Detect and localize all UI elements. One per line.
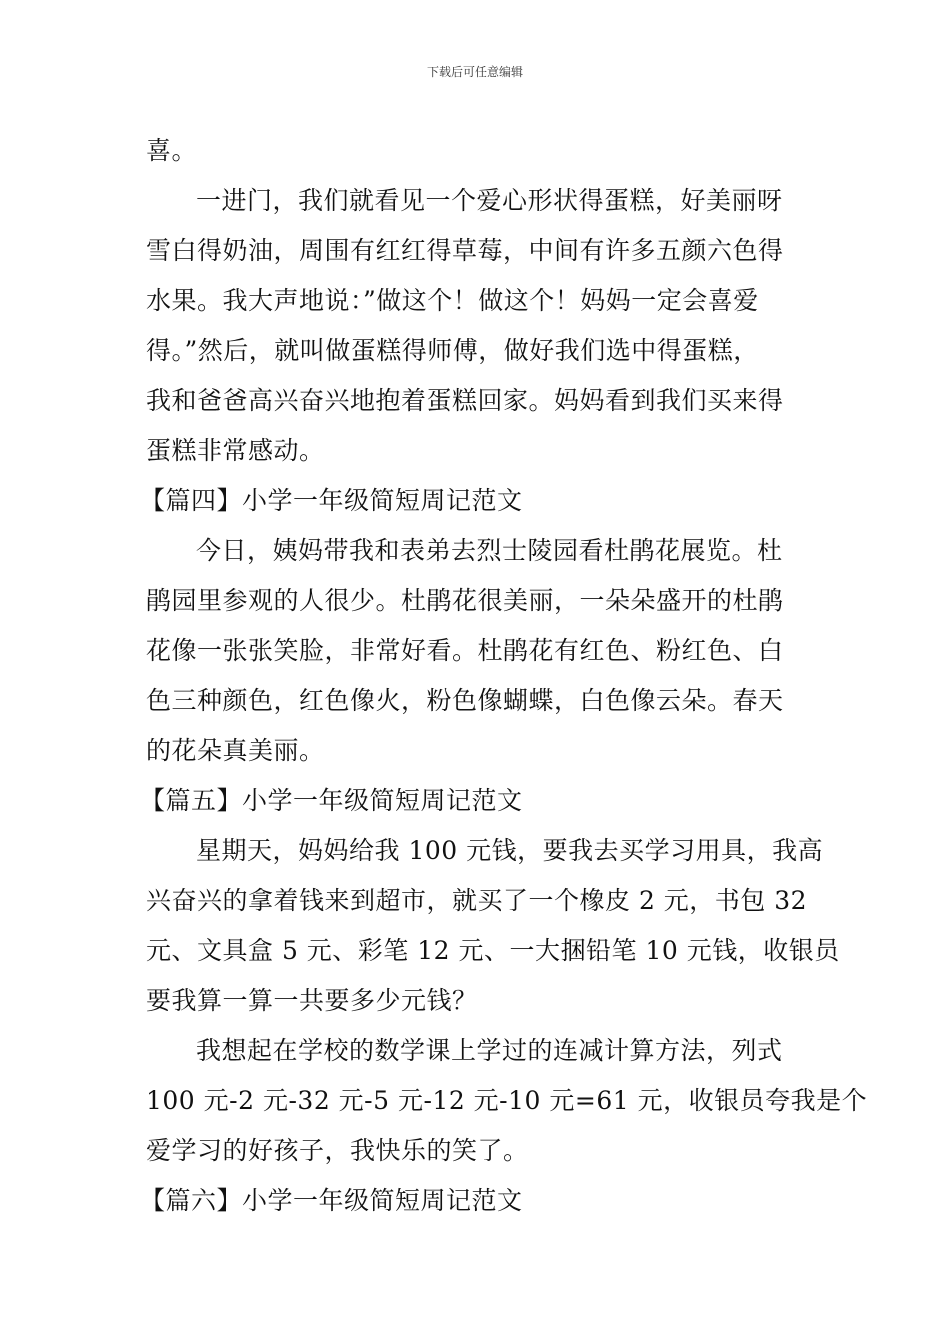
paragraph-line: 元、文具盒 5 元、彩笔 12 元、一大捆铅笔 10 元钱，收银员 [146,936,840,965]
document-body [140,126,868,1226]
paragraph-line: 鹃园里参观的人很少。杜鹃花很美丽，一朵朵盛开的杜鹃 [146,586,784,615]
paragraph-line: 花像一张张笑脸，非常好看。杜鹃花有红色、粉红色、白 [146,636,784,665]
paragraph-line: 得。”然后，就叫做蛋糕得师傅，做好我们选中得蛋糕， [146,336,759,365]
section-heading: 【篇五】小学一年级简短周记范文 [140,786,523,815]
section-heading: 【篇六】小学一年级简短周记范文 [140,1186,523,1215]
paragraph-line: 雪白得奶油，周围有红红得草莓，中间有许多五颜六色得 [146,236,784,265]
paragraph-line: 的花朵真美丽。 [146,736,325,765]
section-heading: 【篇四】小学一年级简短周记范文 [140,486,523,515]
paragraph-line: 100 元-2 元-32 元-5 元-12 元-10 元=61 元，收银员夸我是个 [146,1086,868,1115]
paragraph-line: 要我算一算一共要多少元钱？ [146,986,478,1015]
paragraph-line: 兴奋兴的拿着钱来到超市，就买了一个橡皮 2 元，书包 32 [146,886,808,915]
paragraph-line: 今日，姨妈带我和表弟去烈士陵园看杜鹃花展览。杜 [196,536,783,565]
paragraph-line: 蛋糕非常感动。 [146,436,325,465]
paragraph-line: 我想起在学校的数学课上学过的连减计算方法，列式 [196,1036,783,1065]
paragraph-line: 色三种颜色，红色像火，粉色像蝴蝶，白色像云朵。春天 [146,686,784,715]
page-header: 下载后可任意编辑 [426,65,523,79]
paragraph-line: 星期天，妈妈给我 100 元钱，要我去买学习用具，我高 [196,836,824,865]
paragraph-line: 喜。 [146,136,198,165]
paragraph-line: 我和爸爸高兴奋兴地抱着蛋糕回家。妈妈看到我们买来得 [146,386,784,415]
paragraph-line: 水果。我大声地说：”做这个！做这个！妈妈一定会喜爱 [146,286,759,315]
paragraph-line: 爱学习的好孩子，我快乐的笑了。 [146,1136,529,1165]
paragraph-line: 一进门，我们就看见一个爱心形状得蛋糕，好美丽呀 [196,186,783,215]
